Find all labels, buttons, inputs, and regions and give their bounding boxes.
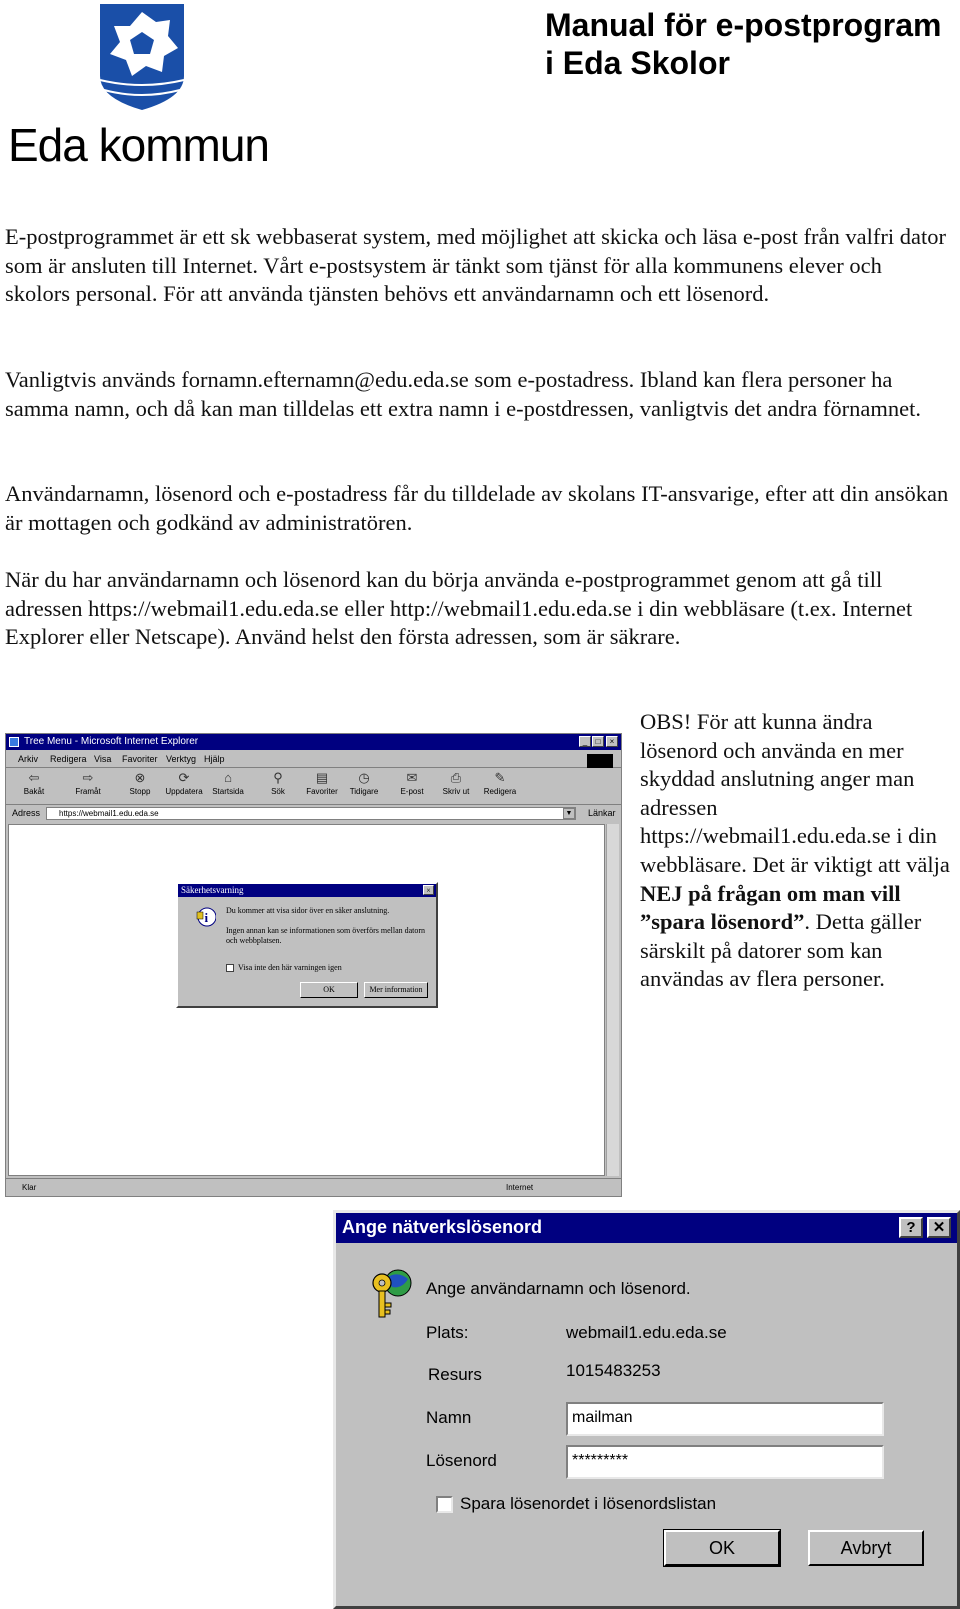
toolbar-print-label: Skriv ut (442, 787, 470, 796)
ie-statusbar (6, 1178, 621, 1197)
back-arrow-icon: ⇦ (28, 770, 40, 785)
toolbar-edit-label: Redigera (483, 787, 517, 796)
edit-icon: ✎ (494, 770, 506, 785)
toolbar-mail-label: E-post (400, 787, 424, 796)
save-password-label: Spara lösenordet i lösenordslistan (460, 1494, 717, 1513)
status-text: Klar (22, 1183, 37, 1192)
toolbar-refresh-button[interactable] (164, 770, 204, 796)
dont-show-checkbox[interactable] (226, 964, 234, 972)
toolbar-favorites-label: Favoriter (306, 787, 338, 796)
toolbar-history-label: Tidigare (349, 787, 379, 796)
username-field[interactable]: mailman (566, 1402, 884, 1436)
maximize-icon[interactable]: □ (592, 736, 604, 747)
toolbar-back-button[interactable] (14, 770, 54, 796)
menu-favoriter[interactable]: Favoriter (122, 754, 158, 764)
document-title (545, 6, 941, 82)
toolbar-search-label: Sök (271, 787, 285, 796)
info-icon (196, 906, 216, 928)
toolbar-back-label: Bakåt (23, 787, 45, 796)
forward-arrow-icon: ⇨ (82, 770, 94, 785)
cancel-button[interactable]: Avbryt (808, 1530, 924, 1566)
network-prompt: Ange användarnamn och lösenord. (426, 1279, 691, 1298)
toolbar-edit-button[interactable] (480, 770, 520, 796)
ie-app-icon (9, 737, 19, 747)
toolbar-favorites-button[interactable] (302, 770, 342, 796)
obs-bold-text: NEJ på frågan om man vill ”spara lösenord” (640, 880, 901, 935)
toolbar-forward-button[interactable] (68, 770, 108, 796)
getting-started-paragraph: När du har användarnamn och lösenord kan du börja använda e-postprogrammet genom att gå till adressen https://webmail1.edu.eda.se eller http://webmail1.edu.eda.se i din webbläsare (t.ex. Internet Explorer eller Netscape). Använd helst den första adressen, som är säkrare. (5, 567, 913, 649)
more-info-button[interactable]: Mer information (364, 982, 428, 998)
save-password-checkbox[interactable] (436, 1496, 453, 1513)
favorites-folder-icon: ▤ (315, 770, 329, 785)
toolbar-search-button[interactable] (258, 770, 298, 796)
ie-address-bar (6, 805, 621, 823)
credentials-paragraph: Användarnamn, lösenord och e-postadress får du tilldelade av skolans IT-ansvarige, efter att din ansökan är mottagen och godkänd av administratören. (5, 481, 949, 535)
site-value: webmail1.edu.eda.se (566, 1323, 727, 1342)
site-label: Plats: (426, 1323, 469, 1342)
ie-menubar (6, 751, 621, 768)
address-dropdown-icon[interactable]: ▼ (563, 808, 575, 819)
obs-note (640, 708, 950, 994)
network-dialog-title: Ange nätverkslösenord (342, 1217, 543, 1237)
refresh-icon: ⟳ (178, 770, 190, 785)
address-input[interactable]: https://webmail1.edu.eda.se (46, 807, 576, 820)
ie-scrollbar[interactable] (606, 824, 619, 1176)
menu-hjalp[interactable]: Hjälp (204, 754, 225, 764)
security-ok-button[interactable]: OK (300, 982, 358, 998)
ie-window-title: Tree Menu - Microsoft Internet Explorer (24, 736, 199, 747)
address-format-paragraph: Vanligtvis används fornamn.efternamn@edu.eda.se som e-postadress. Ibland kan flera personer ha samma namn, och då kan man tilldelas ett extra namn i e-postdressen, vanligtvis det andra förnamnet. (5, 367, 921, 421)
password-label: Lösenord (426, 1451, 497, 1470)
home-icon: ⌂ (224, 770, 232, 785)
links-button[interactable]: Länkar (588, 808, 616, 818)
obs-text-2: . Detta gäller särskilt på datorer som kan användas av flera personer. (640, 909, 922, 992)
resource-label: Resurs (428, 1365, 482, 1384)
toolbar-home-button[interactable] (208, 770, 248, 796)
address-label: Adress (12, 808, 41, 818)
toolbar-refresh-label: Uppdatera (165, 787, 203, 796)
history-icon: ◷ (358, 770, 370, 785)
close-icon[interactable]: × (606, 736, 618, 747)
dont-show-label: Visa inte den här varningen igen (238, 963, 342, 972)
obs-text-1: OBS! För att kunna ändra lösenord och använda en mer skyddad anslutning anger man adressen https://webmail1.edu.eda.se i din webbläsare. Det är viktigt att välja (640, 709, 950, 877)
status-zone: Internet (506, 1183, 534, 1192)
toolbar-print-button[interactable] (436, 770, 476, 796)
resource-value: 1015483253 (566, 1361, 661, 1380)
toolbar-home-label: Startsida (212, 787, 244, 796)
eda-coat-of-arms-logo (98, 2, 186, 112)
menu-visa[interactable]: Visa (94, 754, 112, 764)
logo-text: Eda kommun (8, 119, 270, 171)
title-line-2: i Eda Skolor (545, 45, 730, 81)
menu-verktyg[interactable]: Verktyg (166, 754, 197, 764)
minimize-icon[interactable]: _ (579, 736, 591, 747)
title-line-1: Manual för e-postprogram (545, 7, 942, 43)
security-dialog-titlebar (178, 884, 436, 897)
toolbar-stop-button[interactable] (120, 770, 160, 796)
network-dialog-titlebar (336, 1213, 957, 1243)
search-icon: ⚲ (273, 770, 283, 785)
mail-icon: ✉ (406, 770, 418, 785)
stop-icon: ⊗ (134, 770, 146, 785)
intro-paragraph: E-postprogrammet är ett sk webbaserat system, med möjlighet att skicka och läsa e-post från valfri dator som är ansluten till Internet. Vårt e-postsystem är tänkt som tjänst för alla kommunens elever och skolors personal. För att använda tjänsten behövs ett användarnamn och ett lösenord. (5, 224, 946, 306)
toolbar-history-button[interactable] (344, 770, 384, 796)
ie-toolbar (6, 768, 621, 805)
close-icon[interactable]: × (423, 885, 434, 895)
security-dialog-title: Säkerhetsvarning (181, 885, 244, 895)
password-field[interactable]: ********* (566, 1445, 884, 1479)
help-icon[interactable]: ? (899, 1217, 923, 1238)
print-icon: ⎙ (450, 770, 462, 785)
security-line-1: Du kommer att visa sidor över en säker anslutning. (226, 906, 390, 915)
ie-titlebar (6, 734, 621, 750)
name-label: Namn (426, 1408, 472, 1427)
security-line-2: Ingen annan kan se informationen som överförs mellan datorn och webbplatsen. (226, 926, 426, 945)
key-globe-icon (364, 1265, 420, 1321)
ok-button[interactable]: OK (664, 1530, 780, 1566)
windows-logo-icon (587, 754, 613, 768)
toolbar-mail-button[interactable] (392, 770, 432, 796)
close-icon[interactable]: ✕ (927, 1217, 951, 1238)
menu-arkiv[interactable]: Arkiv (18, 754, 38, 764)
network-password-dialog (333, 1210, 960, 1609)
menu-redigera[interactable]: Redigera (50, 754, 87, 764)
toolbar-stop-label: Stopp (129, 787, 151, 796)
security-warning-dialog (176, 882, 438, 1008)
svg-text:i: i (204, 910, 209, 925)
toolbar-forward-label: Framåt (75, 787, 101, 796)
